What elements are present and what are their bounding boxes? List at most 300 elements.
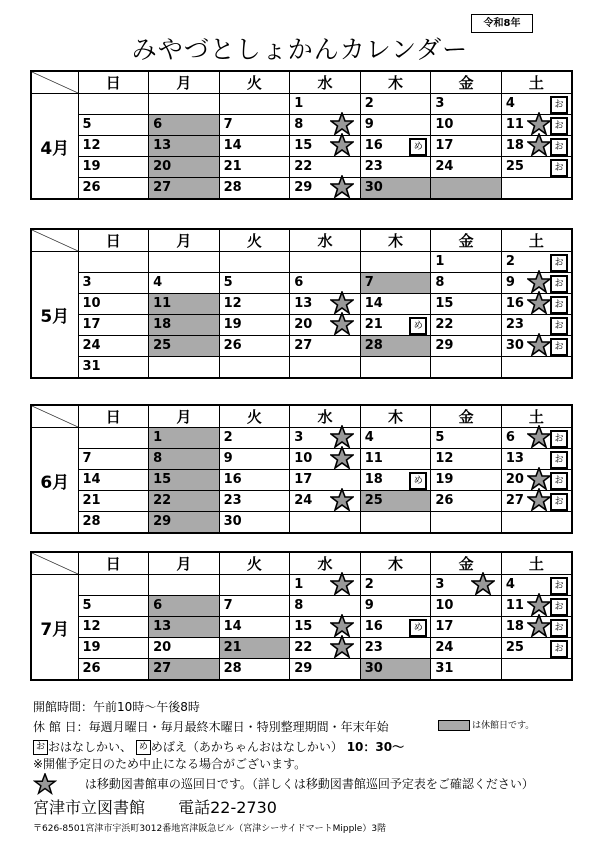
- day-number: 5: [82, 598, 92, 613]
- day-number: 17: [435, 619, 454, 634]
- day-number: 30: [364, 180, 383, 195]
- day-number: 14: [223, 619, 242, 634]
- weekday-header: 水: [290, 71, 361, 94]
- day-cell: [149, 512, 220, 534]
- ohanashi-badge: お: [33, 740, 48, 755]
- week-row: [31, 449, 572, 470]
- star-icon: [330, 175, 354, 199]
- day-number: 3: [294, 430, 304, 445]
- phone-number: 電話22-2730: [178, 798, 277, 817]
- event-badge: お: [550, 117, 568, 135]
- day-number: 18: [505, 619, 524, 634]
- week-row: [31, 470, 572, 491]
- month-calendar: [30, 404, 573, 534]
- week-row: [31, 512, 572, 534]
- star-icon: [33, 773, 57, 795]
- day-cell: [219, 157, 290, 178]
- day-number: 13: [153, 619, 172, 634]
- day-cell: [78, 336, 149, 357]
- day-cell: [78, 428, 149, 449]
- day-number: 1: [294, 577, 304, 592]
- library-name: 宮津市立図書館: [33, 798, 146, 817]
- day-cell: [219, 336, 290, 357]
- day-cell: [290, 315, 361, 336]
- day-number: 21: [82, 493, 101, 508]
- closed-days-text: 休 館 日：毎週月曜日・毎月最終木曜日・特別整理期間・年末年始: [33, 720, 389, 734]
- weekday-header: 木: [360, 552, 431, 575]
- day-number: 27: [294, 338, 313, 353]
- day-cell: [360, 659, 431, 681]
- address: 〒626-8501宮津市宇浜町3012番地宮津阪急ビル（宮津シーサイドマートMipple）3階: [33, 824, 387, 834]
- day-cell: [78, 512, 149, 534]
- day-cell: [149, 617, 220, 638]
- header-corner: [31, 405, 78, 428]
- day-cell: [78, 178, 149, 200]
- day-number: 14: [82, 472, 101, 487]
- day-cell: [360, 136, 431, 157]
- day-cell: [360, 449, 431, 470]
- day-cell: [78, 470, 149, 491]
- weekday-header: 金: [431, 405, 502, 428]
- day-number: 11: [364, 451, 383, 466]
- day-cell: [219, 428, 290, 449]
- day-number: 5: [82, 117, 92, 132]
- week-row: [31, 638, 572, 659]
- weekday-header: 火: [219, 405, 290, 428]
- event-badge: お: [550, 96, 568, 114]
- closed-legend-text: は休館日です。: [472, 721, 535, 731]
- event-badge: お: [550, 317, 568, 335]
- day-cell: [360, 273, 431, 294]
- day-number: 7: [223, 117, 233, 132]
- day-cell: [501, 638, 572, 659]
- day-number: 11: [153, 296, 172, 311]
- day-cell: [149, 638, 220, 659]
- day-cell: [290, 659, 361, 681]
- day-cell: [219, 357, 290, 379]
- day-number: 20: [153, 159, 172, 174]
- day-cell: [431, 157, 502, 178]
- day-number: 15: [294, 619, 313, 634]
- day-number: 20: [505, 472, 524, 487]
- week-row: [31, 491, 572, 512]
- closed-legend: [438, 718, 534, 731]
- star-icon: [330, 312, 354, 336]
- weekday-header: 日: [78, 552, 149, 575]
- header-corner: [31, 229, 78, 252]
- week-row: [31, 315, 572, 336]
- day-cell: [78, 617, 149, 638]
- star-icon: [330, 446, 354, 470]
- day-cell: [78, 575, 149, 596]
- day-number: 22: [435, 317, 454, 332]
- day-number: 7: [364, 275, 374, 290]
- day-cell: [78, 115, 149, 136]
- day-number: 25: [505, 159, 524, 174]
- day-number: 19: [82, 159, 101, 174]
- event-badge: お: [550, 619, 568, 637]
- day-cell: [501, 357, 572, 379]
- day-number: 26: [82, 661, 101, 676]
- day-number: 22: [153, 493, 172, 508]
- day-cell: [78, 157, 149, 178]
- day-number: 7: [223, 598, 233, 613]
- day-cell: [360, 315, 431, 336]
- day-cell: [149, 294, 220, 315]
- header-corner: [31, 71, 78, 94]
- day-number: 2: [364, 96, 374, 111]
- day-cell: [360, 115, 431, 136]
- event-badge: お: [550, 296, 568, 314]
- day-number: 30: [364, 661, 383, 676]
- day-cell: [149, 470, 220, 491]
- day-number: 23: [364, 640, 383, 655]
- day-cell: [219, 273, 290, 294]
- weekday-header-row: [31, 71, 572, 94]
- day-cell: [149, 357, 220, 379]
- day-number: 26: [82, 180, 101, 195]
- day-number: 4: [505, 577, 515, 592]
- month-calendar: [30, 551, 573, 681]
- weekday-header: 日: [78, 229, 149, 252]
- weekday-header: 木: [360, 71, 431, 94]
- closed-days-row: [33, 718, 535, 735]
- month-calendar: [30, 228, 573, 379]
- event-badge: お: [550, 598, 568, 616]
- day-number: 17: [294, 472, 313, 487]
- day-cell: [219, 94, 290, 115]
- library-name-phone: [33, 795, 277, 818]
- day-number: 31: [82, 359, 101, 374]
- weekday-header: 土: [501, 552, 572, 575]
- week-row: [31, 252, 572, 273]
- day-number: 21: [364, 317, 383, 332]
- weekday-header: 金: [431, 71, 502, 94]
- day-cell: [290, 491, 361, 512]
- weekday-header-row: [31, 405, 572, 428]
- day-cell: [219, 638, 290, 659]
- weekday-header: 水: [290, 405, 361, 428]
- day-number: 5: [223, 275, 233, 290]
- day-cell: [219, 491, 290, 512]
- day-cell: [360, 617, 431, 638]
- day-cell: [219, 596, 290, 617]
- day-number: 12: [223, 296, 242, 311]
- week-row: [31, 115, 572, 136]
- day-cell: [149, 428, 220, 449]
- day-cell: [431, 596, 502, 617]
- weekday-header: 土: [501, 405, 572, 428]
- weekday-header: 火: [219, 229, 290, 252]
- star-icon: [471, 572, 495, 596]
- month-label: 7月: [31, 575, 78, 681]
- day-cell: [501, 428, 572, 449]
- weekday-header: 日: [78, 405, 149, 428]
- day-number: 14: [223, 138, 242, 153]
- day-number: 1: [153, 430, 163, 445]
- week-row: [31, 136, 572, 157]
- day-number: 11: [505, 598, 524, 613]
- event-badge: め: [409, 138, 427, 156]
- day-cell: [149, 315, 220, 336]
- month-calendar: [30, 70, 573, 200]
- event-badge: お: [550, 451, 568, 469]
- day-cell: [501, 617, 572, 638]
- month-label: 6月: [31, 428, 78, 534]
- event-badge: お: [550, 640, 568, 658]
- day-number: 12: [82, 619, 101, 634]
- day-number: 2: [223, 430, 233, 445]
- day-cell: [290, 357, 361, 379]
- event-badge: お: [550, 275, 568, 293]
- bookmobile-note: は移動図書館車の巡回日です。（詳しくは移動図書館巡回予定表をご確認ください）: [84, 776, 534, 791]
- day-number: 14: [364, 296, 383, 311]
- day-number: 2: [505, 254, 515, 269]
- day-number: 30: [505, 338, 524, 353]
- weekday-header: 日: [78, 71, 149, 94]
- week-row: [31, 94, 572, 115]
- weekday-header: 木: [360, 405, 431, 428]
- weekday-header: 水: [290, 229, 361, 252]
- event-badge: お: [550, 577, 568, 595]
- day-number: 16: [364, 619, 383, 634]
- day-cell: [360, 428, 431, 449]
- day-cell: [149, 273, 220, 294]
- day-cell: [78, 294, 149, 315]
- event-badge: お: [550, 338, 568, 356]
- day-cell: [431, 252, 502, 273]
- day-cell: [360, 252, 431, 273]
- event-badge: め: [409, 619, 427, 637]
- day-cell: [360, 336, 431, 357]
- weekday-header: 火: [219, 71, 290, 94]
- day-number: 21: [223, 640, 242, 655]
- event-badge: め: [409, 317, 427, 335]
- day-cell: [78, 273, 149, 294]
- day-cell: [360, 638, 431, 659]
- day-number: 8: [153, 451, 163, 466]
- day-cell: [431, 136, 502, 157]
- day-cell: [219, 315, 290, 336]
- day-cell: [219, 617, 290, 638]
- day-number: 13: [505, 451, 524, 466]
- day-number: 22: [294, 159, 313, 174]
- weekday-header: 土: [501, 229, 572, 252]
- day-cell: [219, 512, 290, 534]
- weekday-header: 火: [219, 552, 290, 575]
- day-number: 19: [435, 472, 454, 487]
- week-row: [31, 617, 572, 638]
- day-number: 28: [364, 338, 383, 353]
- day-number: 10: [435, 598, 454, 613]
- day-number: 24: [435, 159, 454, 174]
- day-cell: [501, 491, 572, 512]
- day-number: 28: [223, 180, 242, 195]
- mebae-badge: め: [136, 740, 151, 755]
- week-row: [31, 294, 572, 315]
- day-number: 6: [294, 275, 304, 290]
- day-cell: [431, 94, 502, 115]
- day-number: 23: [364, 159, 383, 174]
- day-cell: [431, 638, 502, 659]
- day-number: 28: [223, 661, 242, 676]
- day-number: 20: [153, 640, 172, 655]
- day-cell: [149, 252, 220, 273]
- day-number: 8: [294, 598, 304, 613]
- event-badge: お: [550, 138, 568, 156]
- day-number: 6: [153, 598, 163, 613]
- day-cell: [501, 659, 572, 681]
- day-number: 26: [435, 493, 454, 508]
- day-cell: [78, 596, 149, 617]
- day-number: 18: [505, 138, 524, 153]
- day-cell: [501, 512, 572, 534]
- day-number: 8: [435, 275, 445, 290]
- day-number: 27: [153, 661, 172, 676]
- star-icon: [527, 488, 551, 512]
- day-number: 21: [223, 159, 242, 174]
- day-cell: [290, 178, 361, 200]
- event-badge: お: [550, 472, 568, 490]
- event-badge: お: [550, 430, 568, 448]
- day-number: 5: [435, 430, 445, 445]
- day-number: 17: [82, 317, 101, 332]
- day-cell: [431, 449, 502, 470]
- weekday-header: 月: [149, 229, 220, 252]
- day-cell: [219, 252, 290, 273]
- weekday-header: 木: [360, 229, 431, 252]
- day-number: 29: [294, 661, 313, 676]
- day-number: 15: [294, 138, 313, 153]
- day-cell: [431, 470, 502, 491]
- week-row: [31, 575, 572, 596]
- day-cell: [360, 178, 431, 200]
- day-number: 15: [153, 472, 172, 487]
- day-number: 17: [435, 138, 454, 153]
- weekday-header: 月: [149, 405, 220, 428]
- day-cell: [431, 617, 502, 638]
- day-number: 22: [294, 640, 313, 655]
- day-cell: [290, 336, 361, 357]
- day-cell: [149, 336, 220, 357]
- weekday-header: 水: [290, 552, 361, 575]
- day-number: 30: [223, 514, 242, 529]
- day-number: 24: [435, 640, 454, 655]
- story-time-row: [33, 738, 404, 755]
- day-cell: [501, 294, 572, 315]
- story-time: 10：30～: [346, 740, 405, 754]
- week-row: [31, 428, 572, 449]
- day-number: 18: [364, 472, 383, 487]
- day-number: 8: [294, 117, 304, 132]
- day-cell: [219, 659, 290, 681]
- day-cell: [431, 428, 502, 449]
- day-number: 15: [435, 296, 454, 311]
- day-cell: [149, 136, 220, 157]
- day-number: 10: [82, 296, 101, 311]
- day-number: 2: [364, 577, 374, 592]
- month-label: 5月: [31, 252, 78, 379]
- weekday-header-row: [31, 229, 572, 252]
- era-label: 令和8年: [471, 14, 533, 33]
- day-cell: [360, 596, 431, 617]
- bookmobile-row: [33, 773, 534, 795]
- day-cell: [149, 115, 220, 136]
- ohanashi-text: おはなしかい、: [48, 740, 133, 754]
- day-cell: [431, 115, 502, 136]
- day-number: 18: [153, 317, 172, 332]
- day-number: 20: [294, 317, 313, 332]
- day-number: 25: [153, 338, 172, 353]
- page-title: みやづとしょかんカレンダー: [131, 35, 469, 64]
- day-cell: [431, 357, 502, 379]
- star-icon: [527, 425, 551, 449]
- star-icon: [330, 635, 354, 659]
- day-cell: [360, 575, 431, 596]
- day-cell: [360, 491, 431, 512]
- star-icon: [330, 572, 354, 596]
- week-row: [31, 157, 572, 178]
- star-icon: [527, 291, 551, 315]
- day-cell: [290, 136, 361, 157]
- day-cell: [290, 252, 361, 273]
- weekday-header: 金: [431, 552, 502, 575]
- day-cell: [501, 157, 572, 178]
- week-row: [31, 178, 572, 200]
- day-cell: [219, 575, 290, 596]
- day-cell: [78, 315, 149, 336]
- weekday-header: 土: [501, 71, 572, 94]
- day-number: 16: [364, 138, 383, 153]
- day-cell: [501, 136, 572, 157]
- star-icon: [527, 614, 551, 638]
- day-cell: [431, 659, 502, 681]
- day-cell: [431, 336, 502, 357]
- day-cell: [431, 294, 502, 315]
- header-corner: [31, 552, 78, 575]
- day-cell: [149, 575, 220, 596]
- day-cell: [219, 178, 290, 200]
- day-number: 13: [153, 138, 172, 153]
- day-cell: [501, 336, 572, 357]
- week-row: [31, 357, 572, 379]
- day-number: 29: [294, 180, 313, 195]
- month-label: 4月: [31, 94, 78, 200]
- day-cell: [360, 157, 431, 178]
- weekday-header: 月: [149, 71, 220, 94]
- star-icon: [527, 133, 551, 157]
- day-cell: [149, 449, 220, 470]
- week-row: [31, 659, 572, 681]
- day-cell: [431, 575, 502, 596]
- day-number: 4: [364, 430, 374, 445]
- day-number: 13: [294, 296, 313, 311]
- week-row: [31, 273, 572, 294]
- day-cell: [290, 512, 361, 534]
- day-cell: [360, 94, 431, 115]
- day-number: 9: [505, 275, 515, 290]
- day-cell: [78, 659, 149, 681]
- day-number: 23: [223, 493, 242, 508]
- day-cell: [219, 136, 290, 157]
- day-number: 9: [223, 451, 233, 466]
- day-cell: [431, 315, 502, 336]
- star-icon: [330, 133, 354, 157]
- day-number: 31: [435, 661, 454, 676]
- day-cell: [78, 449, 149, 470]
- day-cell: [78, 638, 149, 659]
- closed-legend-swatch: [438, 720, 470, 731]
